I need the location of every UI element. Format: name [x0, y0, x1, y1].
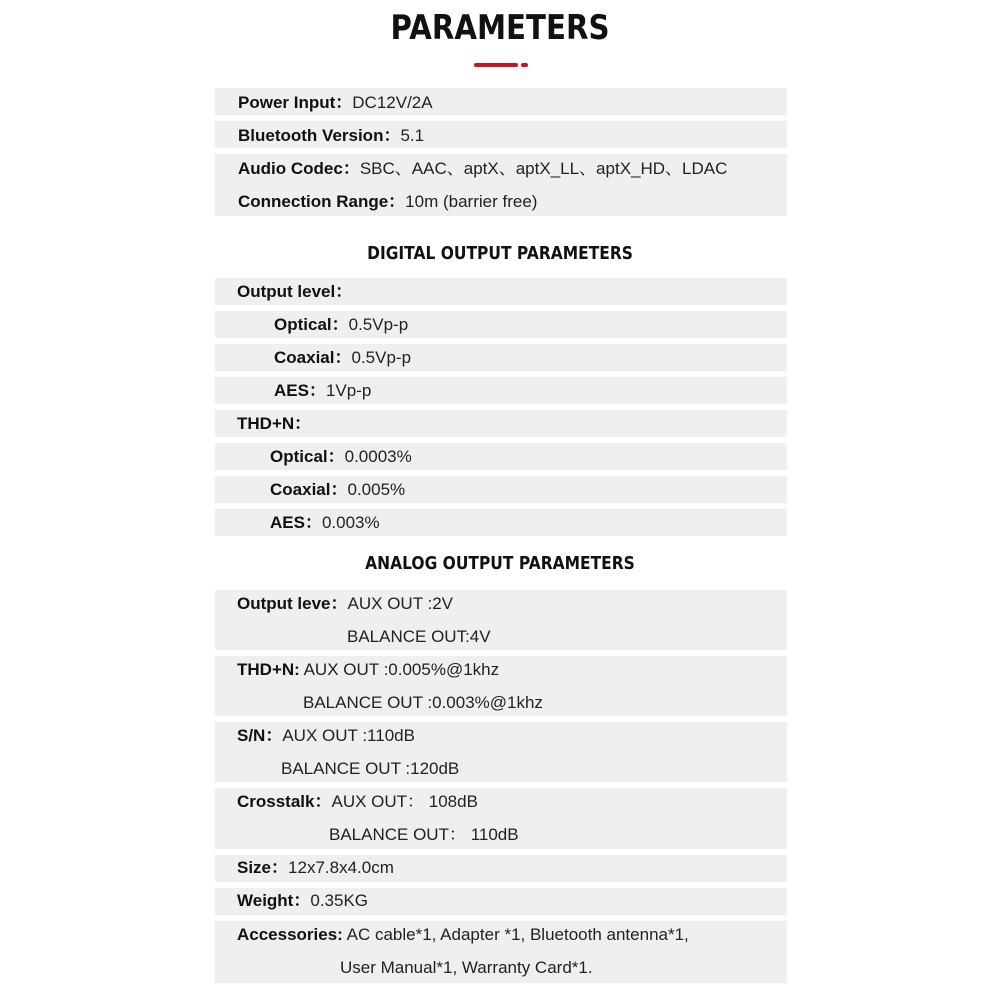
spec-value: 5.1: [400, 126, 425, 145]
spec-value: 1Vp-p: [325, 381, 372, 400]
spec-audio-codec: [238, 158, 727, 180]
spec-value: 0.0003%: [344, 447, 412, 466]
spec-label: Optical：: [270, 447, 345, 466]
spec-weight: [237, 890, 368, 912]
page-title: PARAMETERS: [390, 8, 610, 48]
spec-label: Weight：: [237, 891, 311, 910]
spec-value: 0.003%: [321, 513, 380, 532]
spec-value: 10m (barrier free): [405, 192, 538, 211]
spec-label: Power Input：: [238, 93, 353, 112]
spec-value: AUX OUT： 108dB: [331, 792, 478, 811]
digital-output-aes: [274, 380, 371, 402]
spec-value: 0.5Vp-p: [348, 315, 409, 334]
spec-value: SBC、AAC、aptX、aptX_LL、aptX_HD、LDAC: [359, 159, 728, 178]
spec-size: [237, 857, 394, 879]
spec-label: AES：: [270, 513, 322, 532]
spec-label: THD+N：: [237, 414, 312, 433]
spec-label: Coaxial：: [270, 480, 348, 499]
analog-thd: [237, 659, 499, 681]
digital-thd-aes: [270, 512, 380, 534]
analog-section-heading: ANALOG OUTPUT PARAMETERS: [365, 553, 635, 574]
analog-sn-balance: BALANCE OUT :120dB: [281, 759, 460, 778]
title-accent-bar: [474, 63, 518, 67]
spec-label: Accessories:: [237, 925, 343, 944]
digital-output-coaxial: [274, 347, 411, 369]
spec-value: DC12V/2A: [352, 93, 433, 112]
spec-label: Coaxial：: [274, 348, 352, 367]
spec-accessories: [237, 924, 689, 946]
spec-value: 0.005%: [347, 480, 406, 499]
digital-thd-coaxial: [270, 479, 405, 501]
spec-label: Output leve：: [237, 594, 348, 613]
spec-label: Size：: [237, 858, 289, 877]
spec-value: AUX OUT :2V: [347, 594, 454, 613]
spec-value: 12x7.8x4.0cm: [288, 858, 394, 877]
spec-label: Bluetooth Version：: [238, 126, 401, 145]
analog-sn: [237, 725, 415, 747]
digital-output-level: [237, 281, 352, 303]
spec-label: Crosstalk：: [237, 792, 332, 811]
digital-section-heading: DIGITAL OUTPUT PARAMETERS: [367, 243, 633, 264]
spec-value: 0.35KG: [310, 891, 369, 910]
spec-label: THD+N:: [237, 660, 300, 679]
analog-crosstalk-balance: BALANCE OUT： 110dB: [329, 825, 519, 844]
analog-thd-balance: BALANCE OUT :0.003%@1khz: [303, 693, 543, 712]
spec-accessories-continued: User Manual*1, Warranty Card*1.: [340, 958, 593, 977]
digital-thd: [237, 413, 311, 435]
spec-label: Audio Codec：: [238, 159, 360, 178]
analog-output-level: [237, 593, 453, 615]
title-accent-dot: [521, 63, 528, 67]
spec-label: S/N：: [237, 726, 283, 745]
spec-value: AUX OUT :0.005%@1khz: [299, 660, 500, 679]
spec-value: AC cable*1, Adapter *1, Bluetooth antenna*1,: [342, 925, 689, 944]
spec-value: AUX OUT :110dB: [282, 726, 415, 745]
spec-label: Output level：: [237, 282, 353, 301]
analog-output-level-balance: BALANCE OUT:4V: [347, 627, 491, 646]
digital-thd-optical: [270, 446, 412, 468]
spec-label: Connection Range：: [238, 192, 406, 211]
spec-label: Optical：: [274, 315, 349, 334]
analog-crosstalk: [237, 791, 478, 813]
spec-connection-range: [238, 191, 537, 213]
spec-bluetooth-version: [238, 125, 424, 147]
spec-value: 0.5Vp-p: [351, 348, 412, 367]
spec-power-input: [238, 92, 433, 114]
spec-label: AES：: [274, 381, 326, 400]
digital-output-optical: [274, 314, 408, 336]
